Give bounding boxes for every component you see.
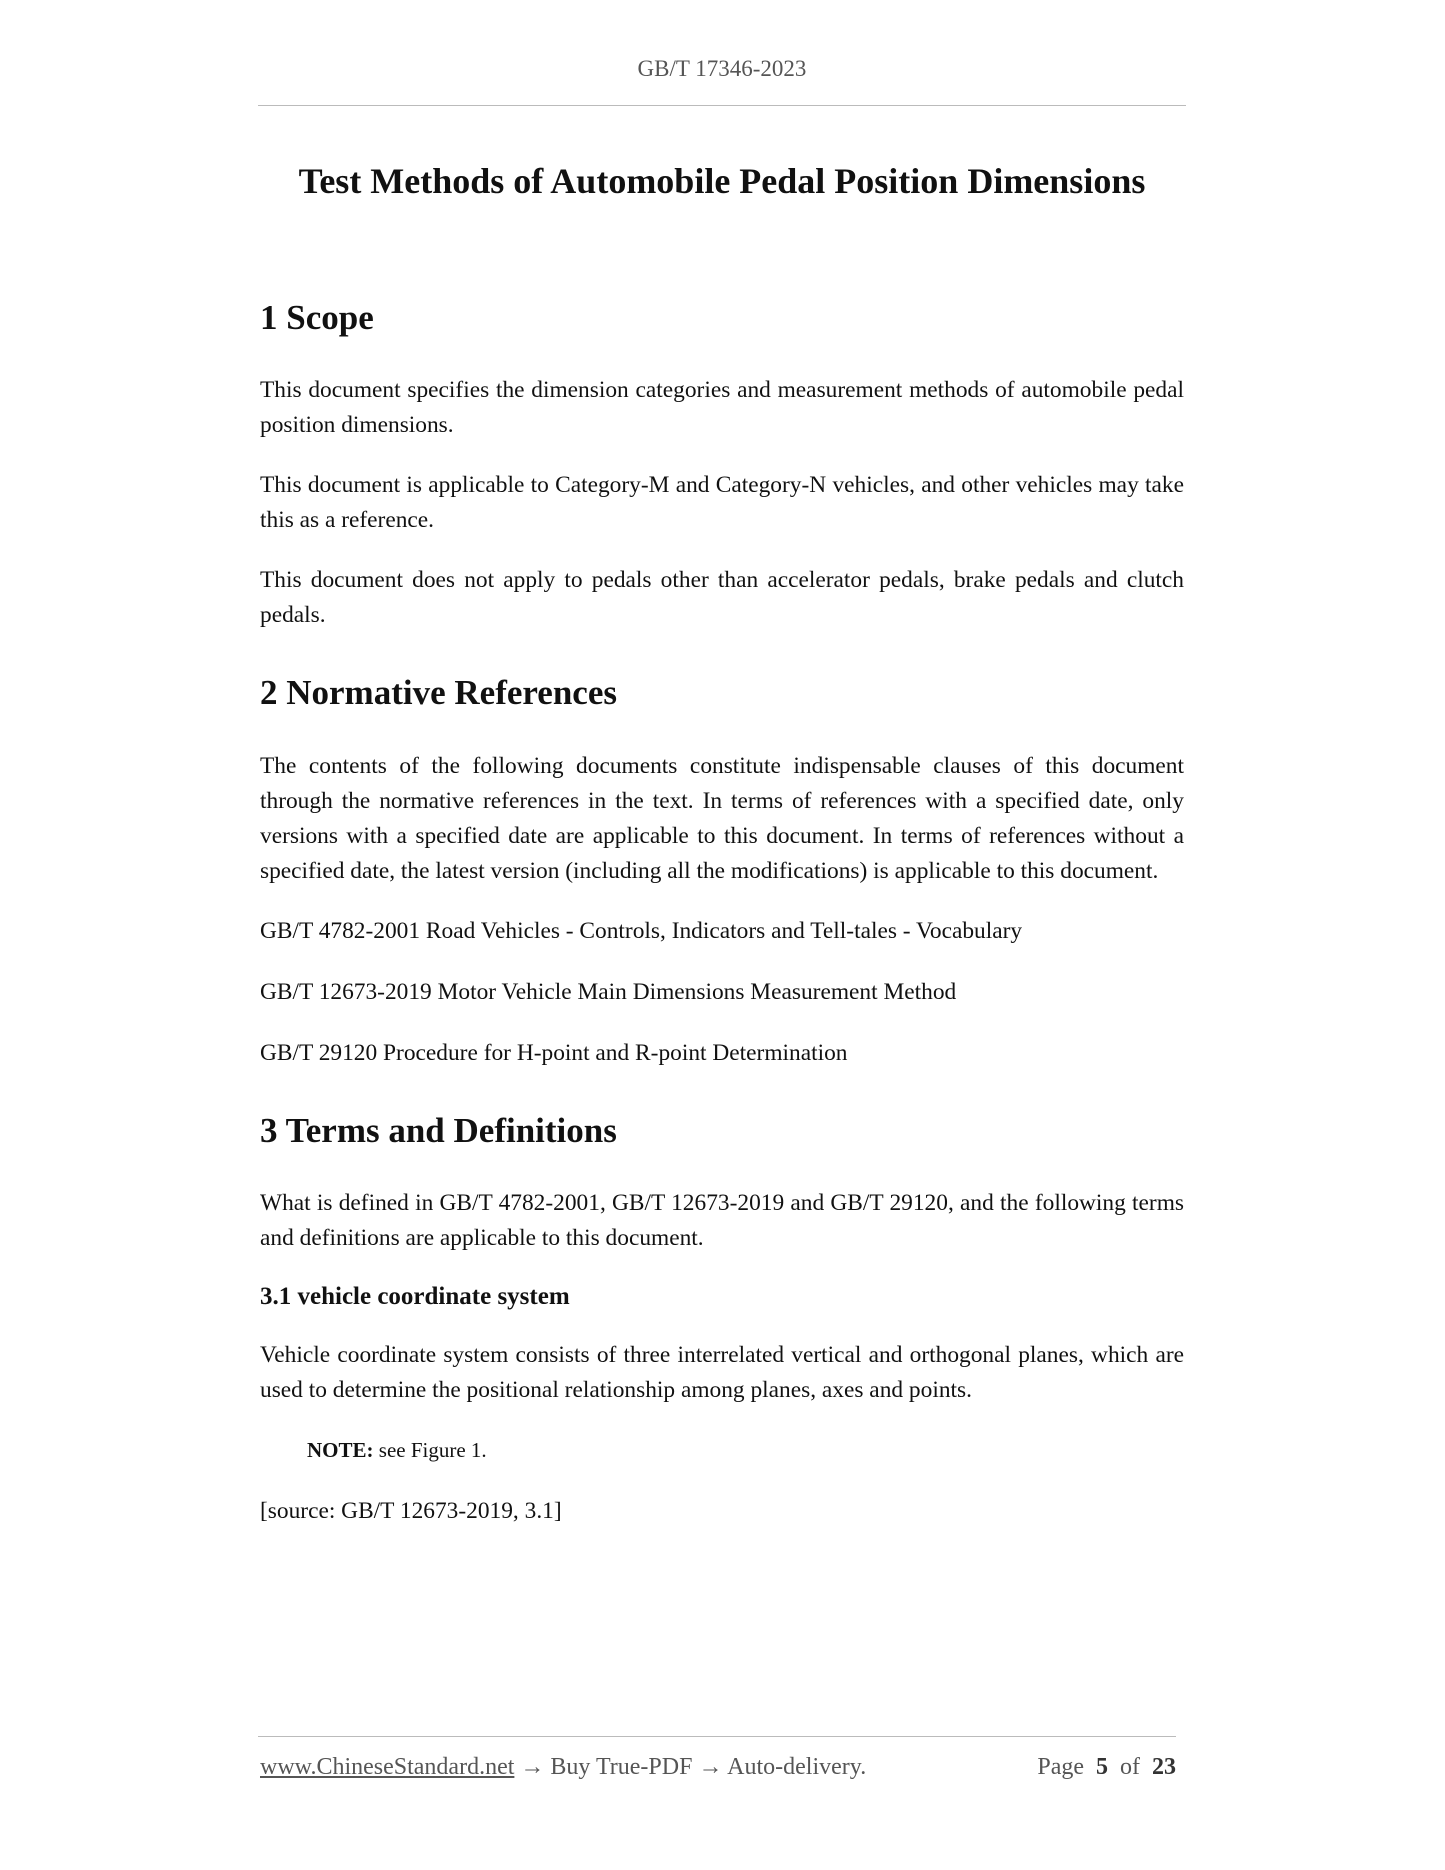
document-body xyxy=(260,296,1184,1529)
scope-paragraph-2: This document is applicable to Category-M and Category-N vehicles, and other vehicles may take this as a reference. xyxy=(260,472,1184,533)
running-header: GB/T 17346-2023 xyxy=(637,56,807,81)
definition-body: Vehicle coordinate system consists of three interrelated vertical and orthogonal planes, which are used to determine the positional relationship among planes, axes and points. xyxy=(260,1342,1184,1403)
references-intro: The contents of the following documents constitute indispensable clauses of this document through the normative references in the text. In terms of references with a specified date, only versions with a specified date are applicable to this document. In terms of references without a specified date, the latest version (including all the modifications) is applicable to this document. xyxy=(260,753,1184,884)
arrow-right-icon: → xyxy=(520,1754,545,1780)
scope-paragraph-3: This document does not apply to pedals other than accelerator pedals, brake pedals and clutch pedals. xyxy=(260,567,1184,628)
section-2-heading: 2 Normative References xyxy=(260,673,617,712)
reference-item: GB/T 29120 Procedure for H-point and R-point Determination xyxy=(260,1040,848,1066)
buy-text: Buy True-PDF xyxy=(550,1754,693,1780)
page-total: 23 xyxy=(1152,1754,1176,1780)
footer-rule xyxy=(258,1736,1176,1737)
reference-item: GB/T 12673-2019 Motor Vehicle Main Dimensions Measurement Method xyxy=(260,979,957,1005)
site-link[interactable]: www.ChineseStandard.net xyxy=(260,1754,515,1780)
of-label: of xyxy=(1120,1754,1140,1780)
page-indicator xyxy=(1037,1754,1176,1781)
subsection-3-1-heading: 3.1 vehicle coordinate system xyxy=(260,1283,570,1310)
scope-paragraph-1: This document specifies the dimension categories and measurement methods of automobile pedal position dimensions. xyxy=(260,377,1184,438)
note-text: see Figure 1. xyxy=(378,1438,487,1462)
source-citation: [source: GB/T 12673-2019, 3.1] xyxy=(260,1498,562,1524)
document-title: Test Methods of Automobile Pedal Position Dimensions xyxy=(298,161,1146,201)
footer-left xyxy=(260,1754,866,1781)
reference-item: GB/T 4782-2001 Road Vehicles - Controls, Indicators and Tell-tales - Vocabulary xyxy=(260,918,1023,944)
section-3-heading: 3 Terms and Definitions xyxy=(260,1111,617,1150)
section-1-heading: 1 Scope xyxy=(260,298,374,337)
terms-intro: What is defined in GB/T 4782-2001, GB/T 12673-2019 and GB/T 29120, and the following terms and definitions are applicable to this document. xyxy=(260,1190,1184,1251)
page-number: 5 xyxy=(1096,1754,1108,1780)
arrow-right-icon: → xyxy=(698,1754,723,1780)
note-label: NOTE: xyxy=(307,1438,374,1462)
delivery-text: Auto-delivery. xyxy=(727,1754,867,1780)
page-label: Page xyxy=(1037,1754,1084,1780)
page-footer xyxy=(260,1754,1176,1781)
header-rule xyxy=(258,105,1186,106)
note xyxy=(260,1433,1184,1468)
